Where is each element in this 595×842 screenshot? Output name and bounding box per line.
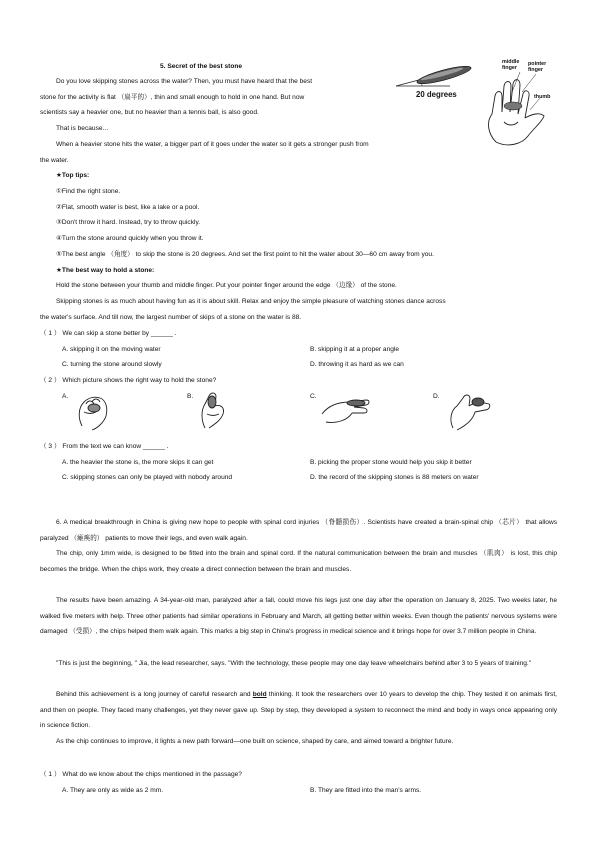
- hold-text: Hold the stone between your thumb and middle finger. Put your pointer finger around the edge （边缘） of the stone.: [56, 282, 397, 289]
- hand-picture-c: [318, 392, 374, 428]
- hold-heading: ★The best way to hold a stone:: [56, 267, 155, 274]
- tip-item: ⑤The best angle （角度） to skip the stone is 20 degrees. And set the first point to hit the water about 30—60 cm away from you.: [56, 251, 434, 258]
- q3-option-c[interactable]: C. skipping stones can only be played with nobody around: [62, 474, 233, 481]
- tips-heading: ★Top tips:: [56, 172, 90, 179]
- p2-q1-option-b[interactable]: B. They are fitted into the man's arms.: [310, 787, 422, 794]
- q3-option-b[interactable]: B. picking the proper stone would help you skip it better: [310, 459, 472, 466]
- pointer-finger-label: pointer finger: [528, 61, 547, 73]
- p3-line1: When a heavier stone hits the water, a bigger part of it goes under the water so it gets a stronger push from: [56, 141, 369, 148]
- p1-line1: Do you love skipping stones across the water? Then, you must have heard that the best: [56, 78, 313, 85]
- q1-option-c[interactable]: C. turning the stone around slowly: [62, 361, 162, 368]
- question-1-stem: （ 1 ） We can skip a stone better by ______ .: [40, 330, 177, 337]
- passage1-title: 5. Secret of the best stone: [160, 63, 243, 70]
- q3-option-d[interactable]: D. the record of the skipping stones is 88 meters on water: [310, 474, 479, 481]
- bold-keyword: bold: [252, 691, 267, 698]
- passage2-paragraph-4: "This is just the beginning, " Jia, the lead researcher, says. "With the technology, these people may one day leave wheelchairs behind after 3 to 5 years of training.": [56, 660, 532, 667]
- q2-option-b[interactable]: B.: [187, 393, 194, 400]
- p5-text-before: Behind this achievement is a long journey of careful research and: [56, 691, 253, 698]
- p3-line2: the water.: [40, 157, 69, 164]
- p2-q1-option-a[interactable]: A. They are only as wide as 2 mm.: [62, 787, 164, 794]
- middle-finger-label: middle finger: [502, 59, 520, 71]
- thumb-label: thumb: [534, 94, 551, 100]
- p1-line2: stone for the activity is flat （扁平的）, thin and small enough to hold in one hand. But now: [40, 94, 305, 101]
- q2-option-d[interactable]: D.: [433, 393, 440, 400]
- q1-option-d[interactable]: D. throwing it as hard as we can: [310, 361, 404, 368]
- stone-angle-drawing: [396, 63, 472, 87]
- passage2-paragraph-3: The results have been amazing. A 34-year-old man, paralyzed after a fall, could move his legs just one day after the operation on January 8, 2025. Two weeks later, he walked five meters with help. Three other patients had similar operations in February and March, all getting better within weeks. Even though the patients' nervous systems were damaged （受损）, the chips helped them walk again. This marks a big step in China's progress in medical science and it brings hope for over 3.7 million people in China.: [40, 597, 557, 636]
- p5-text-after: thinking. It took the researchers over 10 years to develop the chip. They tested it on animals first, and then on people. They faced many challenges, yet they never gave up. Step by step, they developed a system to reconnect the mind and body in ways once appearing only in science fiction.: [40, 691, 558, 730]
- q1-option-b[interactable]: B. skipping it at a proper angle: [310, 346, 400, 353]
- q1-option-a[interactable]: A. skipping it on the moving water: [62, 346, 161, 353]
- closing-line1: Skipping stones is as much about having fun as it is about skill. Relax and enjoy the simple pleasure of watching stones dance across: [56, 298, 446, 305]
- passage2-paragraph-5: [40, 687, 557, 734]
- closing-line2: the water's surface. And till now, the largest number of skips of a stone on the water is 88.: [40, 314, 302, 321]
- tip-item: ①Find the right stone.: [56, 188, 121, 195]
- q2-option-a[interactable]: A.: [62, 393, 69, 400]
- hand-picture-d: [445, 388, 495, 432]
- passage2-question-1-stem: （ 1 ） What do we know about the chips mentioned in the passage?: [40, 771, 242, 778]
- passage2-paragraph-1: 6. A medical breakthrough in China is giving new hope to people with spinal cord injuries （脊髓损伤）. Scientists have created a brain-spinal chip （芯片） that allows paralyzed （瘫痪的） patients to move their legs, and even walk again.: [40, 519, 557, 542]
- tip-item: ③Don't throw it hard. Instead, try to throw quickly.: [56, 219, 201, 226]
- q2-option-c[interactable]: C.: [310, 393, 317, 400]
- p1-line3: scientists say a heavier one, but no heavier than a tennis ball, is also good.: [40, 109, 259, 116]
- stone-hold-figure: [392, 56, 562, 156]
- tip-item: ④Turn the stone around quickly when you throw it.: [56, 235, 204, 242]
- angle-label: 20 degrees: [416, 90, 457, 99]
- passage2-paragraph-6: As the chip continues to improve, it lights a new path forward—one built on science, shaped by care, and aimed toward a brighter future.: [56, 738, 454, 745]
- hand-picture-b: [195, 388, 235, 432]
- passage2-paragraph-2: The chip, only 1mm wide, is designed to be fitted into the brain and spinal cord. If the natural communication between the brain and muscles （肌肉） is lost, this chip becomes the bridge. When the chips work, they create a direct connection between the brain and muscles.: [40, 550, 557, 573]
- p2-text: That is because...: [56, 125, 109, 132]
- hand-drawing: [489, 80, 544, 145]
- hand-picture-a: [72, 388, 116, 432]
- question-3-stem: （ 3 ） From the text we can know ______ .: [40, 443, 169, 450]
- q3-option-a[interactable]: A. the heavier the stone is, the more skips it can get: [62, 459, 214, 466]
- question-2-stem: （ 2 ） Which picture shows the right way to hold the stone?: [40, 377, 217, 384]
- tip-item: ②Flat, smooth water is best, like a lake or a pool.: [56, 204, 200, 211]
